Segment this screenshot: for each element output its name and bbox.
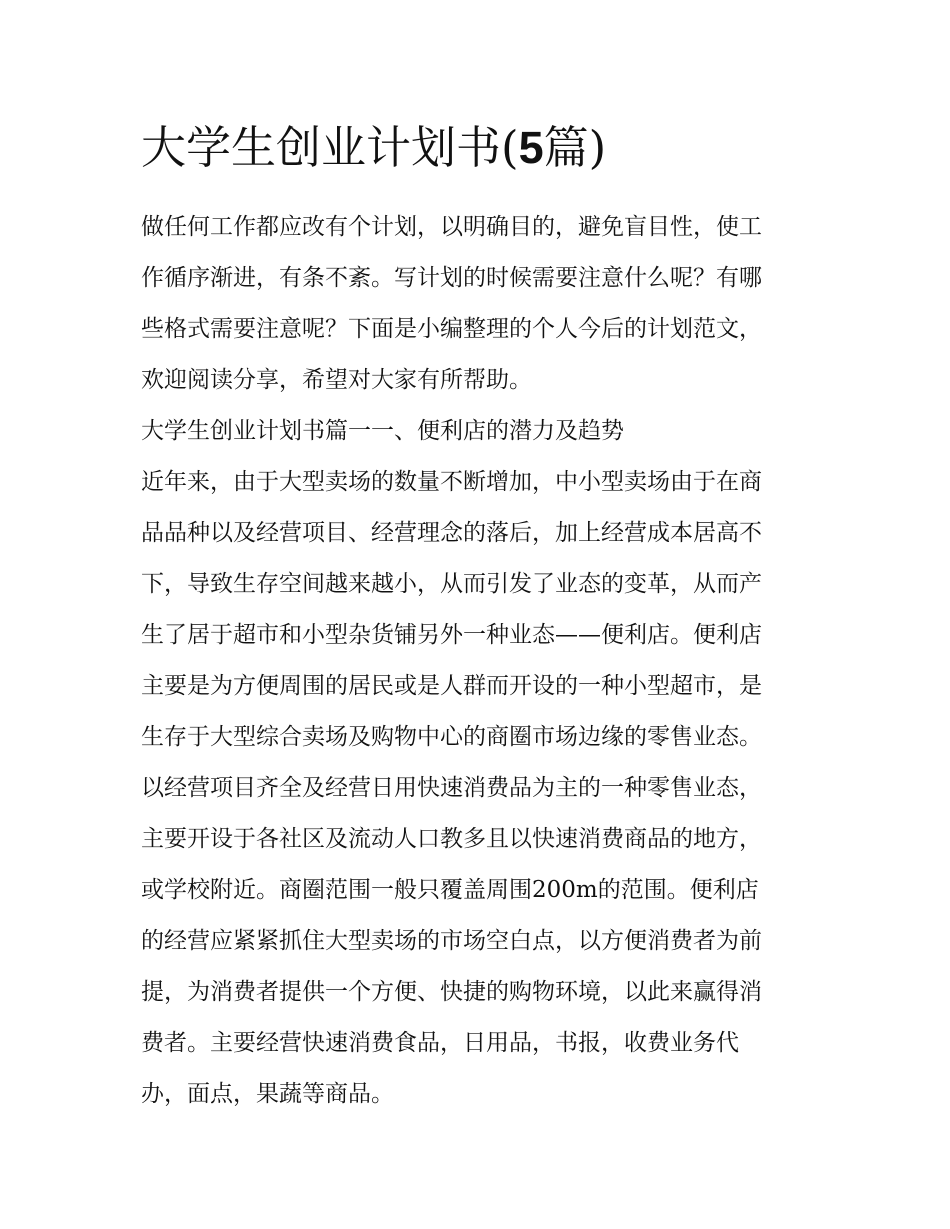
body-line: 生了居于超市和小型杂货铺另外一种业态——便利店。便利店 — [141, 622, 762, 648]
body-line: 品品种以及经营项目、经营理念的落后，加上经营成本居高不 — [141, 520, 762, 546]
body-line: 或学校附近。商圈范围一般只覆盖周围200m的范围。便利店 — [141, 877, 759, 903]
intro-line: 作循序渐进，有条不紊。写计划的时候需要注意什么呢？有哪 — [141, 265, 762, 291]
body-line: 下，导致生存空间越来越小，从而引发了业态的变革，从而产 — [141, 571, 762, 597]
body-line: 的经营应紧紧抓住大型卖场的市场空白点，以方便消费者为前 — [141, 928, 762, 954]
title-main: 大学生创业计划书( — [141, 121, 519, 174]
body-line: 主要是为方便周围的居民或是人群而开设的一种小型超市，是 — [141, 673, 762, 699]
title-number: 5 — [518, 122, 544, 173]
body-line: 生存于大型综合卖场及购物中心的商圈市场边缘的零售业态。 — [141, 724, 762, 750]
document-content — [141, 118, 813, 1120]
body-paragraph — [141, 457, 813, 1120]
body-line: 办，面点，果蔬等商品。 — [141, 1081, 394, 1107]
body-line: 近年来，由于大型卖场的数量不断增加，中小型卖场由于在商 — [141, 469, 762, 495]
body-line: 费者。主要经营快速消费食品，日用品，书报，收费业务代 — [141, 1030, 739, 1056]
section-heading: 大学生创业计划书篇一一、便利店的潜力及趋势 — [141, 418, 624, 444]
body-line: 提，为消费者提供一个方便、快捷的购物环境，以此来赢得消 — [141, 979, 762, 1005]
intro-paragraph — [141, 202, 813, 406]
intro-line: 做任何工作都应改有个计划，以明确目的，避免盲目性，使工 — [141, 214, 762, 240]
title-suffix: 篇) — [543, 121, 607, 174]
intro-line: 欢迎阅读分享，希望对大家有所帮助。 — [141, 367, 532, 393]
body-line: 主要开设于各社区及流动人口教多且以快速消费商品的地方， — [141, 826, 762, 852]
document-title — [141, 118, 813, 178]
intro-line: 些格式需要注意呢？下面是小编整理的个人今后的计划范文， — [141, 316, 762, 342]
body-line: 以经营项目齐全及经营日用快速消费品为主的一种零售业态， — [141, 775, 762, 801]
